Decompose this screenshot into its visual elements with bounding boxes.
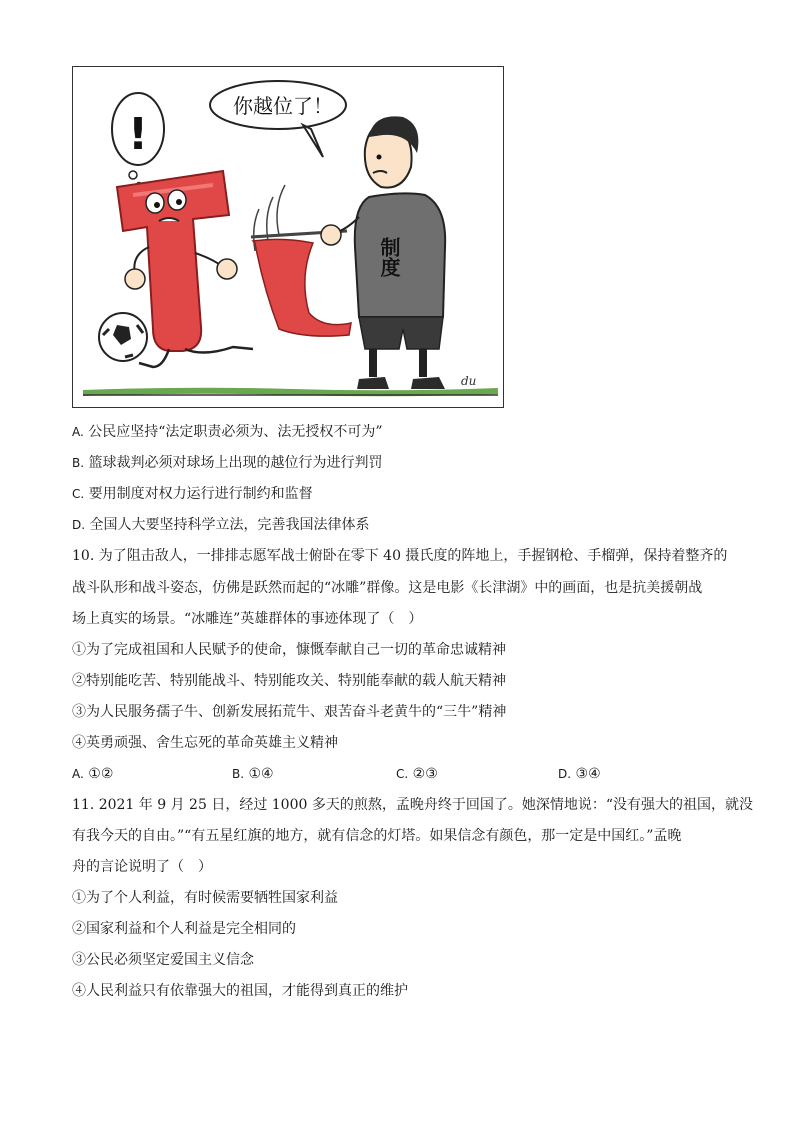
choice-label: C. bbox=[396, 767, 409, 781]
q9-option-c[interactable] bbox=[72, 484, 724, 504]
q10-choice-b[interactable] bbox=[232, 764, 274, 784]
choice-label: B. bbox=[232, 767, 245, 781]
speech-bubble-text: 你越位了！ bbox=[233, 94, 333, 118]
q9-option-b[interactable] bbox=[72, 453, 724, 473]
q11-stem-line-2: 有我今天的自由。”“有五星红旗的地方，就有信念的灯塔。如果信念有颜色，那一定是中国红。”孟晚 bbox=[72, 828, 682, 844]
option-text: 公民应坚持“法定职责必须为、法无授权不可为” bbox=[88, 424, 383, 440]
exclaim-mark: ! bbox=[128, 109, 149, 160]
choice-label: D. bbox=[558, 767, 572, 781]
q10-choice-a[interactable] bbox=[72, 764, 113, 784]
q10-item-1: ①为了完成祖国和人民赋予的使命，慷慨奉献自己一切的革命忠诚精神 bbox=[72, 642, 506, 658]
q11-item-4: ④人民利益只有依靠强大的祖国，才能得到真正的维护 bbox=[72, 983, 408, 999]
choice-text: ③④ bbox=[575, 766, 601, 782]
svg-text:du: du bbox=[461, 374, 477, 388]
q10-item-4: ④英勇顽强、舍生忘死的革命英雄主义精神 bbox=[72, 735, 338, 751]
q10-choice-c[interactable] bbox=[396, 764, 438, 784]
cartoon-drawing bbox=[73, 67, 503, 407]
cartoon-illustration bbox=[72, 66, 504, 408]
option-text: 篮球裁判必须对球场上出现的越位行为进行判罚 bbox=[88, 455, 383, 471]
q9-option-d[interactable] bbox=[72, 515, 724, 535]
q10-stem-line-2: 战斗队形和战斗姿态，仿佛是跃然而起的“冰雕”群像。这是电影《长津湖》中的画面，也是抗美援朝战 bbox=[72, 580, 703, 596]
option-label: A. bbox=[72, 425, 84, 439]
q10-stem-line-3: 场上真实的场景。“冰雕连”英雄群体的事迹体现了（ ） bbox=[72, 611, 423, 627]
choice-text: ②③ bbox=[412, 766, 438, 782]
option-label: D. bbox=[72, 518, 86, 532]
q11-item-3: ③公民必须坚定爱国主义信念 bbox=[72, 952, 254, 968]
q11-item-1: ①为了个人利益，有时候需要牺牲国家利益 bbox=[72, 890, 338, 906]
q11-item-2: ②国家利益和个人利益是完全相同的 bbox=[72, 921, 296, 937]
q11-stem-line-3: 舟的言论说明了（ ） bbox=[72, 859, 212, 875]
choice-label: A. bbox=[72, 767, 84, 781]
choice-text: ①④ bbox=[248, 766, 274, 782]
q10-choice-d[interactable] bbox=[558, 764, 601, 784]
choice-text: ①② bbox=[88, 766, 114, 782]
q11-stem-line-1: 11. 2021 年 9 月 25 日，经过 1000 多天的煎熬，孟晚舟终于回国了。她深情地说：“没有强大的祖国，就没 bbox=[72, 797, 754, 813]
q10-stem-line-1: 10. 为了阻击敌人，一排排志愿军战士俯卧在零下 40 摄氏度的阵地上，手握钢枪、手榴弹，保持着整齐的 bbox=[72, 548, 728, 564]
shirt-text: 制度 bbox=[377, 237, 401, 277]
option-text: 全国人大要坚持科学立法，完善我国法律体系 bbox=[89, 517, 370, 533]
q10-item-2: ②特别能吃苦、特别能战斗、特别能攻关、特别能奉献的载人航天精神 bbox=[72, 673, 506, 689]
option-text: 要用制度对权力运行进行制约和监督 bbox=[88, 486, 313, 502]
option-label: C. bbox=[72, 487, 85, 501]
option-label: B. bbox=[72, 456, 85, 470]
q10-item-3: ③为人民服务孺子牛、创新发展拓荒牛、艰苦奋斗老黄牛的“三牛”精神 bbox=[72, 704, 507, 720]
q9-option-a[interactable] bbox=[72, 422, 724, 442]
